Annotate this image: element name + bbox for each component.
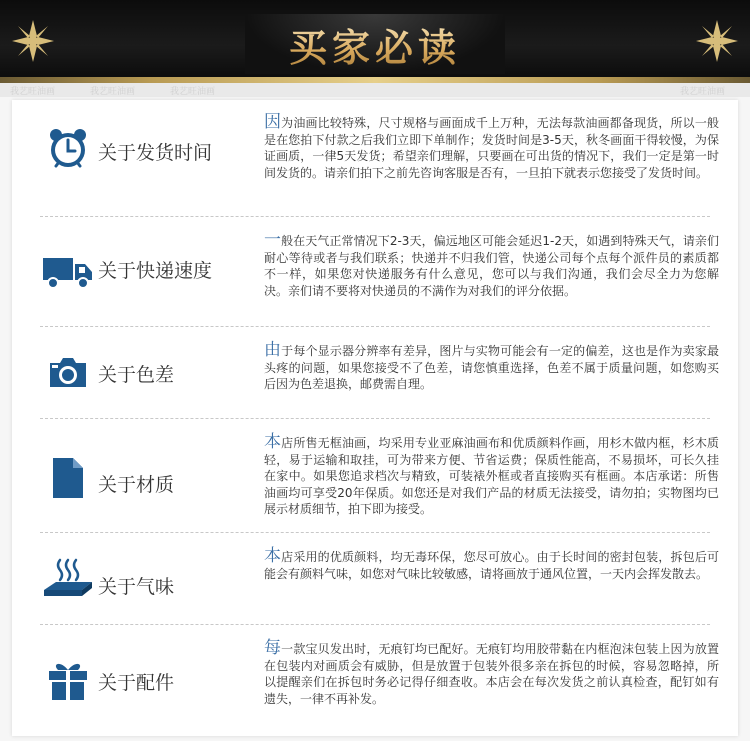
section-text [264,548,719,582]
watermark-text: 我艺旺油画 [10,87,56,97]
section-body: 一款宝贝发出时，无痕钉均已配好。无痕钉均用胶带黏在内框泡沫包装上因为放置在包装内对画质会有威胁，但是放置于包装外很多亲在拆包的时候，容易忽略掉，所以提醒亲们在拆包时务必记得仔细查收。本店会在每次发货之前认真检查，配钉如有遗失，一律不再补发。 [264,642,719,706]
gift-box-icon [46,658,90,702]
watermark-text: 我艺旺油画 [170,87,216,97]
section-text [264,342,719,393]
ornament-left-icon [8,16,58,66]
lead-char: 每 [264,638,282,658]
content-panel [12,100,738,736]
section-title: 关于气味 [98,576,175,598]
lead-char: 一 [264,230,282,250]
lead-char: 本 [264,546,282,566]
section-body: 店采用的优质颜料，均无毒环保，您尽可放心。由于长时间的密封包装，拆包后可能会有颜料气味，如您对气味比较敏感，请将画放于通风位置，一天内会挥发散去。 [264,550,719,581]
watermark-strip [0,83,750,97]
section-body: 般在天气正常情况下2-3天，偏远地区可能会延迟1-2天，如遇到特殊天气，请亲们耐心等待或者与我们联系；快递并不归我们管，快递公司每个点每个派件员的素质都不一样，如果您对快递服务有什么意见，您可以与我们沟通，我们会尽全力为您解决。亲们请不要将对快递员的不满作为对我们的评分依据。 [264,234,720,298]
divider [40,624,710,625]
watermark-text: 我艺旺油画 [680,87,726,97]
section-text [264,640,719,707]
divider [40,326,710,327]
divider [40,532,710,533]
section-title: 关于配件 [98,672,175,694]
heat-smell-icon [42,556,94,600]
camera-icon [46,350,90,394]
title-banner [245,14,505,74]
ornament-right-icon [692,16,742,66]
section-title: 关于发货时间 [98,142,213,164]
lead-char: 因 [264,112,282,132]
lead-char: 本 [264,432,282,452]
alarm-clock-icon [46,126,90,170]
section-title: 关于材质 [98,474,175,496]
section-title: 关于色差 [98,364,175,386]
divider [40,418,710,419]
section-text [264,114,719,181]
delivery-truck-icon [42,250,94,294]
header-banner [0,0,750,83]
section-body: 为油画比较特殊，尺寸规格与画面成千上万种，无法每款油画都备现货，所以一般是在您拍下付款之后我们立即下单制作；发货时间是3-5天，秋冬画面干得较慢，为保证画质，一律5天发货；希望亲们理解，只要画在可出货的情况下，我们一定是第一时间发货的。请亲们拍下之前先咨询客服是否有，一旦拍下就表示您接受了发货时间。 [264,116,719,180]
section-text [264,434,719,518]
divider [40,216,710,217]
lead-char: 由 [264,340,282,360]
watermark-text: 我艺旺油画 [90,87,136,97]
section-body: 店所售无框油画，均采用专业亚麻油画布和优质颜料作画，用杉木做内框，杉木质轻，易于运输和取挂，可为带来方便、节省运费；保质性能高，不易损坏，可长久挂在家中。如果您追求档次与精致，可装裱外框或者直接购买有框画。本店承诺：所售油画均可享受20年保质。如您还是对我们产品的材质无法接受，请勿拍；实物图均已展示材质细节，拍下即为接受。 [264,436,719,517]
section-title: 关于快递速度 [98,260,213,282]
section-text [264,232,719,299]
page-title: 买家必读 [289,17,461,72]
document-icon [46,456,90,500]
section-body: 于每个显示器分辨率有差异，图片与实物可能会有一定的偏差，这也是作为卖家最头疼的问题，如果您接受不了色差，请您慎重选择，色差不属于质量问题，如您购买后因为色差退换，邮费需自理。 [264,344,719,392]
